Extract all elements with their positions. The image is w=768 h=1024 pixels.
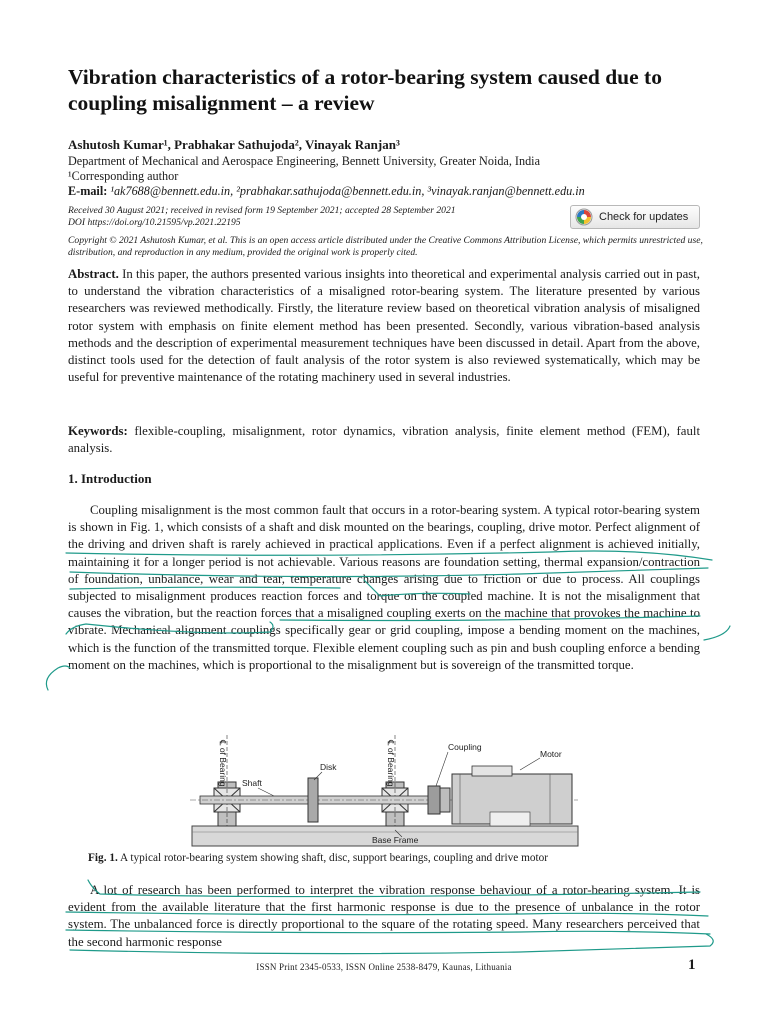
second-paragraph: A lot of research has been performed to interpret the vibration response behaviour of a rotor-bearing system. It is evident from the available literature that the first harmonic response is due to the presence of unbalance in the rotor system. The unbalanced force is directly proportional to the square of the rotating speed. Many researchers perceived that the second harmonic response [68, 883, 700, 949]
check-for-updates-button[interactable] [570, 205, 700, 229]
paper-title: Vibration characteristics of a rotor-bearing system caused due to coupling misalignment – a review [68, 65, 662, 115]
label-base-frame: Base Frame [372, 835, 419, 845]
abstract [68, 266, 700, 386]
received-line: Received 30 August 2021; received in revised form 19 September 2021; accepted 28 September 2021 [68, 205, 456, 216]
copyright-notice: Copyright © 2021 Ashutosh Kumar, et al. This is an open access article distributed under the Creative Commons Attribution License, which permits unrestricted use, distribution, and reproduction in any medium, provided the original work is properly cited. [68, 235, 703, 258]
label-shaft: Shaft [242, 778, 262, 788]
email-addresses: ¹ak7688@bennett.edu.in, ²prabhakar.sathujoda@bennett.edu.in, ³vinayak.ranjan@bennett.edu.in [110, 184, 585, 198]
section-heading: 1. Introduction [68, 471, 152, 486]
caption-label: Fig. 1. [88, 852, 118, 864]
intro-paragraph: Coupling misalignment is the most common fault that occurs in a rotor-bearing system. A typical rotor-bearing system is shown in Fig. 1, which consists of a shaft and disk mounted on the bearings, coupling, drive motor. Perfect alignment of the driving and driven shaft is rarely achieved in practical applications. Even if a perfect alignment is achieved initially, maintaining it for a longer period is not achievable. Various reasons are foundation setting, thermal expansion/contraction of foundation, unbalance, wear and tear, temperature changes arising due to friction or due to process. All couplings subjected to misalignment produces reaction forces and torque on the coupled machine. It is not the misalignment that causes the vibration, but the reaction forces that a misaligned coupling exerts on the machine that provokes the machine to vibrate. Mechanical alignment couplings specifically gear or grid coupling, impose a bending moment on the machines, which is the function of the transmitted torque. Flexible element coupling such as pin and bush coupling enforce a bending moment on the machines, which is proportional to the misalignment but is sovereign of the transmitted torque. [68, 503, 700, 672]
abstract-text: In this paper, the authors presented various insights into theoretical and experimental analysis carried out in past, to understand the vibration characteristics of a misaligned rotor-bearing system. The literature presented by various researchers was reviewed methodically. Firstly, the literature review based on theoretical vibration analysis of misaligned rotor system with emphasis on finite element method has been presented. Secondly, various vibration-based analysis methods and the description of experimental measurement techniques have been discussed in detail. Apart from the above, distinct tools used for the detection of fault analysis of the rotor system is also reviewed systematically, which may be useful for preventive maintenance of the rotating machinery used in several industries. [68, 267, 700, 385]
label-coupling: Coupling [448, 742, 482, 752]
journal-footer: ISSN Print 2345-0533, ISSN Online 2538-8479, Kaunas, Lithuania [256, 962, 512, 972]
coupling [428, 786, 440, 814]
keywords-text: flexible-coupling, misalignment, rotor dynamics, vibration analysis, finite element method (FEM), fault analysis. [68, 424, 700, 456]
abstract-label: Abstract. [68, 267, 119, 281]
keywords-label: Keywords: [68, 424, 128, 438]
doi-link[interactable]: DOI https://doi.org/10.21595/vp.2021.22195 [68, 217, 241, 228]
crossmark-icon [575, 208, 593, 226]
email-label: E-mail: [68, 184, 108, 198]
figure-caption [88, 852, 708, 864]
check-for-updates-label: Check for updates [599, 211, 689, 223]
underline-annotation [46, 666, 70, 690]
affiliation-block [68, 154, 708, 184]
label-bearing-right: ℄ of Bearing [386, 740, 396, 787]
underline-annotation [704, 626, 730, 640]
label-motor: Motor [540, 749, 562, 759]
label-bearing-left: ℄ of Bearing [218, 740, 228, 787]
label-disk: Disk [320, 762, 337, 772]
author-list: Ashutosh Kumar¹, Prabhakar Sathujoda², Vinayak Ranjan³ [68, 137, 400, 152]
disk [308, 778, 318, 822]
affiliation: Department of Mechanical and Aerospace Engineering, Bennett University, Greater Noida, India [68, 154, 540, 168]
received-dates [68, 205, 568, 229]
page-number: 1 [688, 957, 696, 973]
caption-text: A typical rotor-bearing system showing shaft, disc, support bearings, coupling and drive motor [120, 852, 549, 864]
keywords [68, 423, 700, 457]
corresponding-author-note: ¹Corresponding author [68, 169, 179, 183]
figure-rotor-bearing-system [190, 730, 580, 850]
email-line [68, 184, 585, 199]
